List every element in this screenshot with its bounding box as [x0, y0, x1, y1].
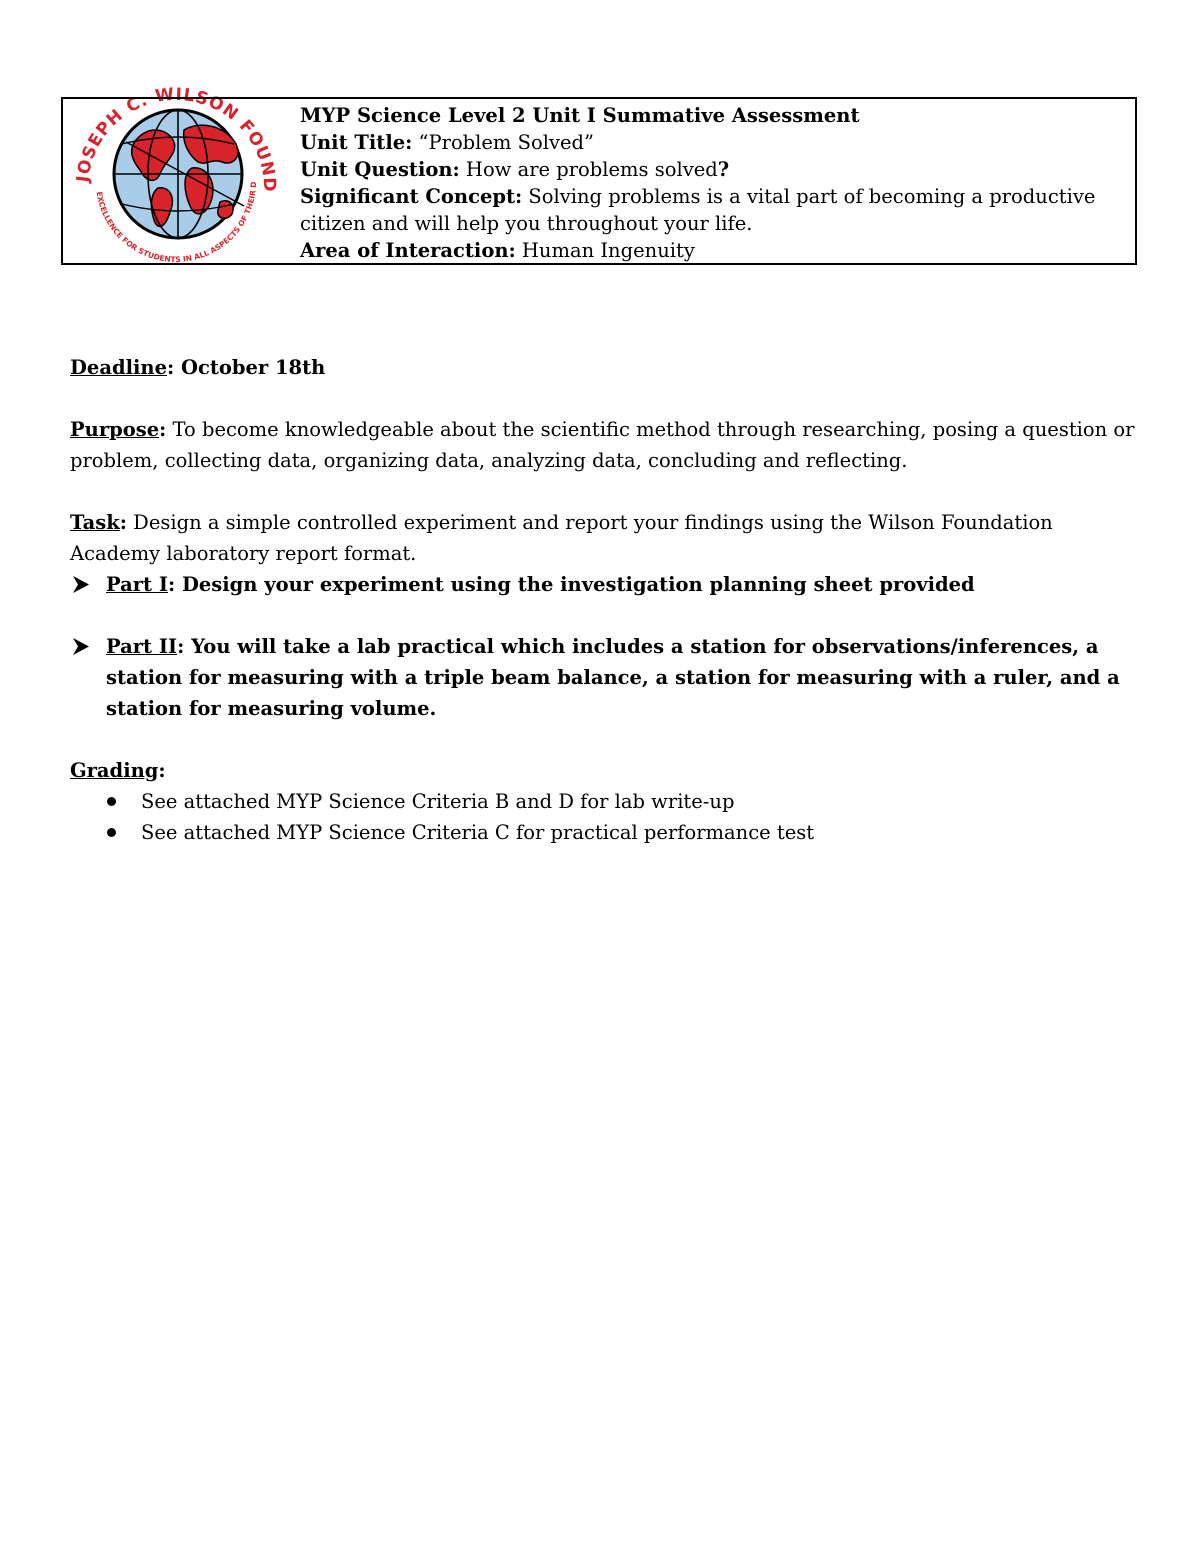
purpose-label: Purpose [70, 418, 160, 441]
part-1-label: Part I [106, 573, 168, 596]
deadline-colon: : [167, 356, 175, 379]
deadline-label: Deadline [70, 356, 167, 379]
significant-concept-line [300, 183, 1130, 237]
unit-question-value: How are problems solved [459, 158, 718, 181]
unit-title-line [300, 129, 1130, 156]
part-1-item [70, 569, 1140, 600]
list-item [70, 817, 1140, 848]
deadline-section [70, 352, 1140, 383]
significant-concept-label: Significant Concept: [300, 185, 523, 208]
grading-label: Grading [70, 759, 159, 782]
logo-text-bottom: EXCELLENCE FOR STUDENTS IN ALL ASPECTS OF THEIR D [94, 181, 259, 265]
task-label: Task [70, 511, 120, 534]
purpose-colon: : [159, 418, 167, 441]
part-2-label: Part II [106, 635, 178, 658]
area-label: Area of Interaction: [300, 239, 516, 262]
grading-list [70, 786, 1140, 848]
purpose-section [70, 414, 1140, 476]
unit-title-value: “Problem Solved” [412, 131, 594, 154]
list-item [70, 786, 1140, 817]
bullet-dot-icon [107, 828, 116, 837]
part-1-text: : Design your experiment using the investigation planning sheet provided [167, 573, 975, 596]
grading-item-text: See attached MYP Science Criteria B and D for lab write-up [141, 790, 735, 813]
grading-item-text: See attached MYP Science Criteria C for practical performance test [141, 821, 815, 844]
unit-question-mark: ? [717, 158, 730, 181]
part-2-text: : You will take a lab practical which includes a station for observations/inferences, a station for measuring with a triple beam balance, a station for measuring with a ruler, and a station for measuring volume. [106, 635, 1120, 720]
grading-section [70, 755, 1140, 786]
deadline-value: October 18th [174, 356, 326, 379]
significant-concept-value: Solving problems is a vital part of becoming a productive citizen and will help you throughout your life. [300, 185, 1096, 235]
area-line [300, 237, 1130, 264]
logo-text-top: JOSEPH C. WILSON FOUND [73, 84, 280, 193]
bullet-dot-icon [107, 797, 116, 806]
part-2-item [70, 631, 1140, 724]
header-text [300, 102, 1130, 264]
arrow-bullet-icon [70, 631, 94, 662]
task-colon: : [119, 511, 127, 534]
grading-colon: : [158, 759, 166, 782]
unit-question-line [300, 156, 1130, 183]
task-section [70, 507, 1140, 569]
unit-question-label: Unit Question: [300, 158, 460, 181]
assessment-title: MYP Science Level 2 Unit I Summative Assessment [300, 104, 860, 127]
task-text: Design a simple controlled experiment and report your findings using the Wilson Foundation Academy laboratory report format. [70, 511, 1053, 565]
arrow-bullet-icon [70, 569, 94, 600]
area-value: Human Ingenuity [515, 239, 695, 262]
purpose-text: To become knowledgeable about the scientific method through researching, posing a question or problem, collecting data, organizing data, analyzing data, concluding and reflecting. [70, 418, 1135, 472]
unit-title-label: Unit Title: [300, 131, 413, 154]
